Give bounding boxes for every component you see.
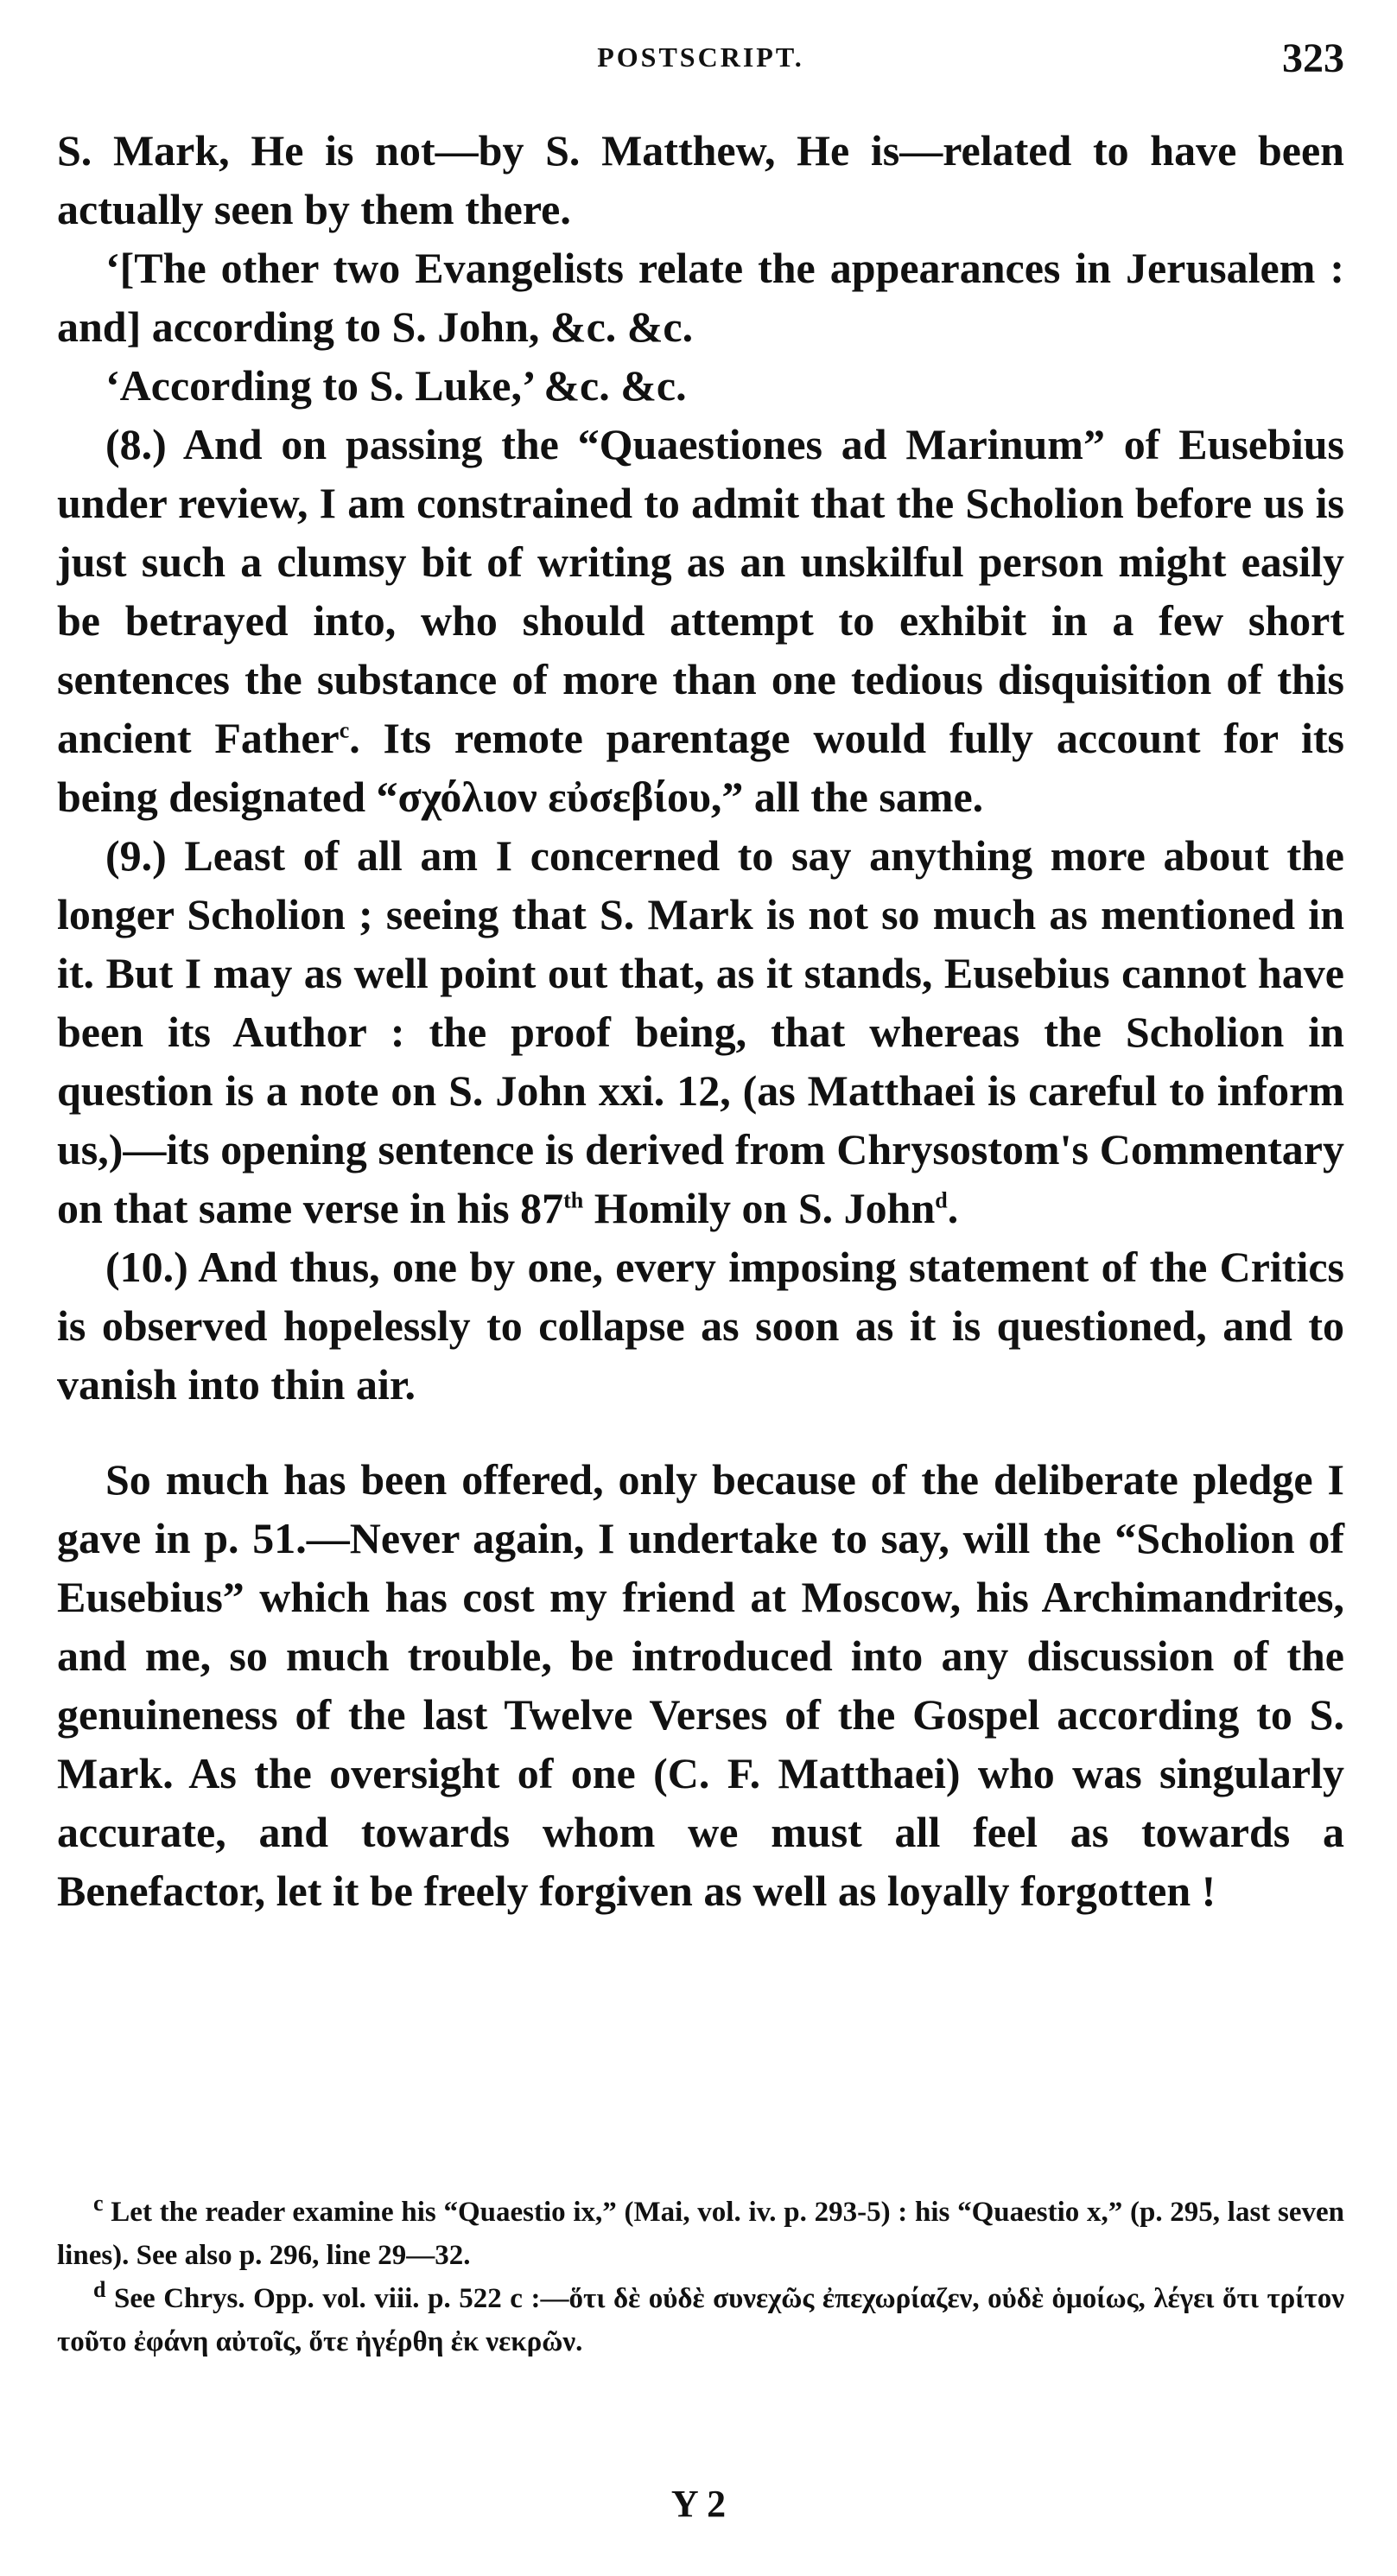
paragraph-text: S. Mark, He is not—by S. Matthew, He is—related to have been actually seen by them there.	[57, 126, 1344, 233]
paragraph-text: . Its remote parentage would fully account for its being designated “σχόλιον εὐσεβίου,” all the same.	[57, 714, 1344, 821]
paragraph-text: So much has been offered, only because of the deliberate pledge I gave in p. 51.—Never again, I undertake to say, will the “Scholion of Eusebius” which has cost my friend at Moscow, his Archimandrites, and me, so much trouble, be introduced into any discussion of the genuineness of the last Twelve Verses of the Gospel according to S. Mark. As the oversight of one (C. F. Matthaei) who was singularly accurate, and towards whom we must all feel as towards a Benefactor, let it be freely forgiven as well as loyally forgotten !	[57, 1455, 1344, 1915]
running-head: POSTSCRIPT.	[597, 41, 804, 73]
footnote-ref: d	[935, 1187, 948, 1213]
paragraph-text: .	[947, 1184, 959, 1232]
footnote	[57, 2277, 1344, 2363]
footnotes	[57, 2191, 1344, 2363]
paragraph	[57, 121, 1344, 239]
paragraph-text: ‘[The other two Evangelists relate the appearances in Jerusalem : and] according to S. John, &c. &c.	[57, 244, 1344, 351]
paragraph-text: (8.) And on passing the “Quaestiones ad Marinum” of Eusebius under review, I am constrained to admit that the Scholion before us is just such a clumsy bit of writing as an unskilful person might easily be betrayed into, who should attempt to exhibit in a few short sentences the substance of more than one tedious disquisition of this ancient Father	[57, 420, 1344, 762]
footnote-mark: d	[93, 2277, 106, 2302]
paragraph-text: ‘According to S. Luke,’ &c. &c.	[105, 361, 687, 410]
paragraph	[57, 1237, 1344, 1414]
paragraph	[57, 826, 1344, 1237]
footnote-mark: c	[93, 2191, 104, 2216]
footnote-text: Let the reader examine his “Quaestio ix,” (Mai, vol. iv. p. 293-5) : his “Quaestio x,” (p. 295, last seven lines). See also p. 296, line 29—32.	[57, 2197, 1344, 2271]
footnote	[57, 2191, 1344, 2277]
paragraph	[57, 415, 1344, 826]
paragraph-text: (9.) Least of all am I concerned to say anything more about the longer Scholion ; seeing that S. Mark is not so much as mentioned in it. But I may as well point out that, as it stands, Eusebius cannot have been its Author : the proof being, that whereas the Scholion in question is a note on S. John xxi. 12, (as Matthaei is careful to inform us,)—its opening sentence is derived from Chrysostom's Commentary on that same verse in his 87	[57, 831, 1344, 1232]
signature-mark: Y 2	[670, 2483, 727, 2525]
paragraph-text: Homily on S. John	[583, 1184, 936, 1232]
page-header	[57, 35, 1344, 93]
paragraph-text: (10.) And thus, one by one, every imposing statement of the Critics is observed hopelessly to collapse as soon as it is questioned, and to vanish into thin air.	[57, 1243, 1344, 1409]
page-number: 323	[1282, 35, 1344, 81]
footnote-text: See Chrys. Opp. vol. viii. p. 522 c :—ὅτι δὲ οὐδὲ συνεχῶς ἐπεχωρίαζεν, οὐδὲ ὁμοίως, λέγει ὅτι τρίτον τοῦτο ἐφάνη αὐτοῖς, ὅτε ἠγέρθη ἐκ νεκρῶν.	[57, 2283, 1345, 2357]
paragraph	[57, 239, 1344, 356]
footnote-ref: c	[339, 717, 350, 743]
ordinal-suffix: th	[563, 1187, 584, 1213]
paragraph	[57, 356, 1344, 415]
paragraph	[57, 1450, 1344, 1920]
main-text	[57, 121, 1344, 1920]
